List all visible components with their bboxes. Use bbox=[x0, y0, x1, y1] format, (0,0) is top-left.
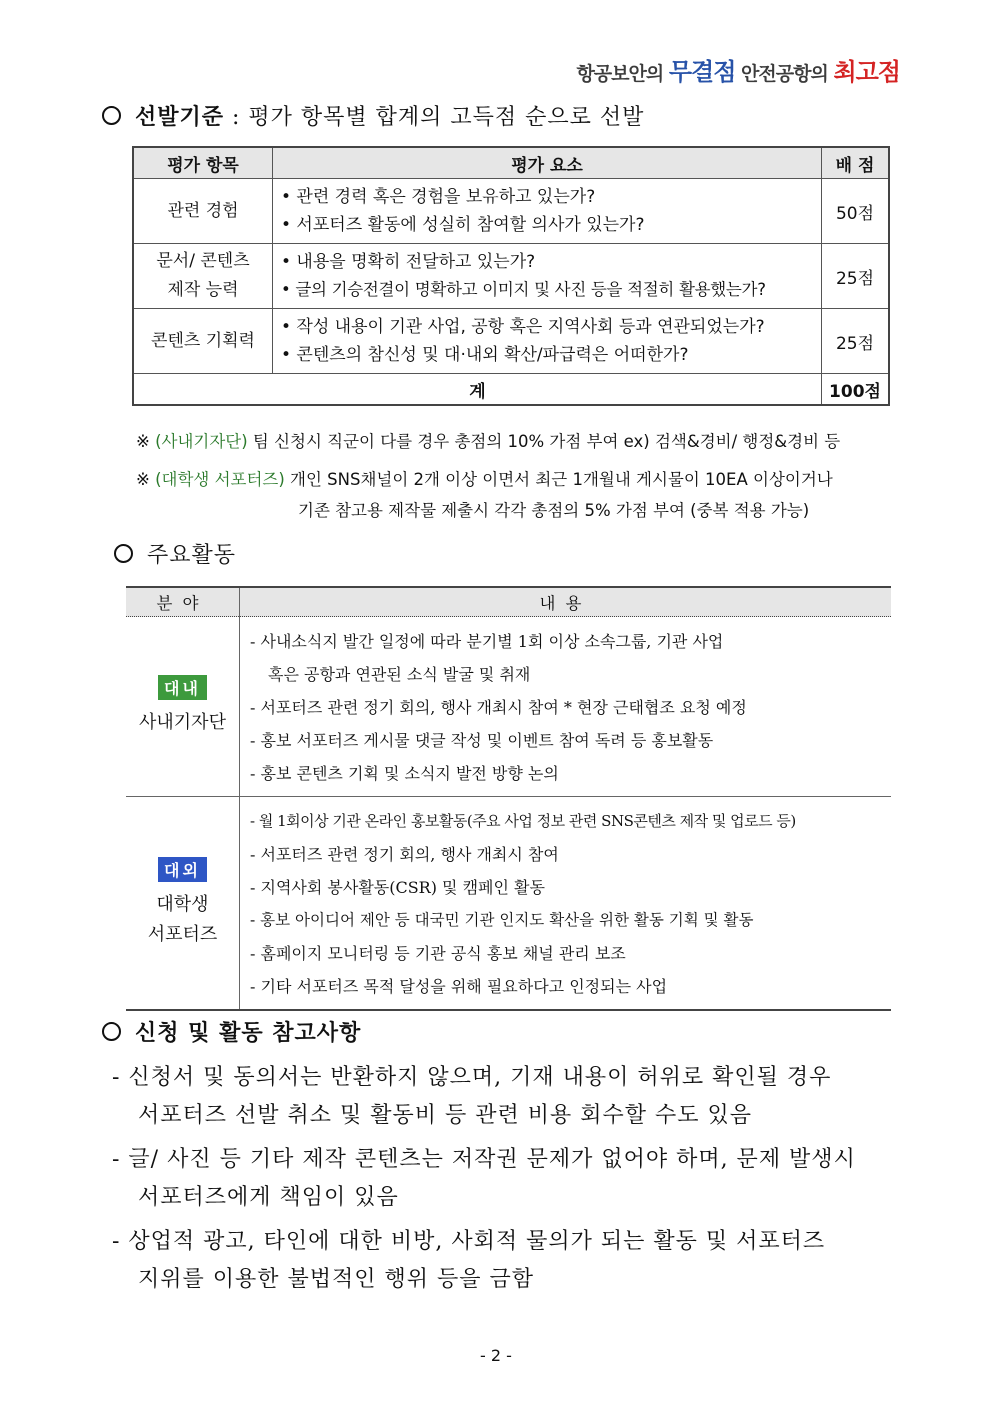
notes-paragraph-line: - 글/ 사진 등 기타 제작 콘텐츠는 저작권 문제가 없어야 하며, 문제 발생시 bbox=[112, 1147, 856, 1172]
activities-area-name: 사내기자단 bbox=[139, 712, 226, 733]
circle-bullet-icon bbox=[102, 106, 121, 125]
table-row bbox=[126, 797, 891, 1011]
selection-heading bbox=[102, 100, 644, 131]
slogan-part-1: 항공보안의 bbox=[576, 63, 664, 85]
activities-heading-text: 주요활동 bbox=[147, 543, 237, 568]
external-badge: 대외 bbox=[158, 857, 207, 882]
evaluation-element: • 글의 기승전결이 명확하고 이미지 및 사진 등을 적절히 활용했는가? bbox=[281, 280, 766, 299]
evaluation-element: • 관련 경력 혹은 경험을 보유하고 있는가? bbox=[281, 187, 596, 207]
table-row bbox=[126, 617, 891, 797]
list-item: - 서포터즈 관련 정기 회의, 행사 개최시 참여 * 현장 근태협조 요청 예정 bbox=[250, 698, 747, 717]
evaluation-elements bbox=[273, 244, 822, 309]
evaluation-category bbox=[133, 244, 273, 309]
list-item: - 홈페이지 모니터링 등 기관 공식 홍보 채널 관리 보조 bbox=[250, 944, 626, 963]
activities-header-row bbox=[126, 587, 891, 617]
list-item: - 지역사회 봉사활동(CSR) 및 캠페인 활동 bbox=[250, 878, 545, 897]
activities-area-name: 대학생 bbox=[156, 893, 209, 915]
selection-heading-title: 선발기준 bbox=[135, 104, 225, 130]
note-student-supporters bbox=[136, 466, 833, 490]
circle-bullet-icon bbox=[114, 544, 133, 563]
notes-heading bbox=[102, 1016, 361, 1047]
slogan-part-3: 안전공항의 bbox=[741, 63, 828, 85]
evaluation-element: • 콘텐츠의 참신성 및 대·내외 확산/파급력은 어떠한가? bbox=[281, 345, 689, 365]
evaluation-elements bbox=[273, 179, 822, 244]
notes-paragraph-line: 지위를 이용한 불법적인 행위 등을 금함 bbox=[138, 1267, 534, 1292]
slogan-part-2: 무결점 bbox=[668, 57, 736, 86]
evaluation-total-row bbox=[133, 374, 889, 406]
list-item: - 서포터즈 관련 정기 회의, 행사 개최시 참여 bbox=[250, 845, 559, 864]
evaluation-element: • 서포터즈 활동에 성실히 참여할 의사가 있는가? bbox=[281, 215, 645, 235]
evaluation-header-item: 평가 항목 bbox=[133, 147, 273, 179]
activities-header-content: 내용 bbox=[240, 587, 892, 617]
list-item: 혹은 공항과 연관된 소식 발굴 및 취재 bbox=[268, 665, 531, 684]
activities-area-name: 서포터즈 bbox=[147, 923, 218, 945]
evaluation-category: 콘텐츠 기획력 bbox=[133, 309, 273, 374]
activities-area-internal bbox=[126, 617, 240, 797]
page-number: - 2 - bbox=[480, 1346, 512, 1365]
evaluation-category-line: 제작 능력 bbox=[167, 280, 239, 300]
evaluation-category: 관련 경험 bbox=[133, 179, 273, 244]
notes-paragraph-line: 서포터즈에게 책임이 있음 bbox=[138, 1185, 399, 1210]
list-item: - 월 1회이상 기관 온라인 홍보활동(주요 사업 정보 관련 SNS콘텐츠 제작 및 업로드 등) bbox=[250, 812, 796, 830]
evaluation-header-element: 평가 요소 bbox=[273, 147, 822, 179]
list-item: - 홍보 서포터즈 게시물 댓글 작성 및 이벤트 참여 독려 등 홍보활동 bbox=[250, 731, 714, 750]
table-row bbox=[133, 244, 889, 309]
activities-header-area: 분야 bbox=[126, 587, 240, 617]
activities-heading bbox=[114, 538, 236, 569]
evaluation-total-score: 100점 bbox=[822, 374, 890, 406]
slogan-logo bbox=[576, 52, 900, 87]
note-internal-reporters bbox=[136, 428, 840, 452]
evaluation-score: 50점 bbox=[822, 179, 890, 244]
table-row bbox=[133, 179, 889, 244]
notes-paragraph-line: - 신청서 및 동의서는 반환하지 않으며, 기재 내용이 허위로 확인될 경우 bbox=[112, 1065, 832, 1090]
slogan-part-4: 최고점 bbox=[833, 57, 900, 86]
evaluation-table bbox=[132, 146, 890, 406]
note-mark: ※ bbox=[136, 470, 150, 489]
evaluation-total-label: 계 bbox=[133, 374, 822, 406]
evaluation-elements bbox=[273, 309, 822, 374]
list-item: - 사내소식지 발간 일정에 따라 분기별 1회 이상 소속그룹, 기관 사업 bbox=[250, 632, 724, 651]
list-item: - 홍보 아이디어 제안 등 대국민 기관 인지도 확산을 위한 활동 기획 및 활동 bbox=[250, 911, 754, 929]
note-highlight: (대학생 서포터즈) bbox=[155, 470, 285, 489]
notes-heading-text: 신청 및 활동 참고사항 bbox=[135, 1020, 362, 1046]
note-text: 팀 신청시 직군이 다를 경우 총점의 10% 가점 부여 ex) 검색&경비/ 행정&경비 등 bbox=[247, 432, 841, 451]
evaluation-header-score: 배 점 bbox=[822, 147, 890, 179]
activities-items bbox=[240, 617, 892, 797]
evaluation-score: 25점 bbox=[822, 244, 890, 309]
list-item: - 기타 서포터즈 목적 달성을 위해 필요하다고 인정되는 사업 bbox=[250, 977, 668, 996]
activities-items bbox=[240, 797, 892, 1011]
list-item: - 홍보 콘텐츠 기획 및 소식지 발전 방향 논의 bbox=[250, 764, 559, 783]
evaluation-element: • 작성 내용이 기관 사업, 공항 혹은 지역사회 등과 연관되었는가? bbox=[281, 317, 765, 337]
notes-paragraph-line: 서포터즈 선발 취소 및 활동비 등 관련 비용 회수할 수도 있음 bbox=[138, 1103, 752, 1128]
selection-heading-text: : 평가 항목별 합계의 고득점 순으로 선발 bbox=[232, 105, 645, 130]
note-student-supporters-cont: 기존 참고용 제작물 제출시 각각 총점의 5% 가점 부여 (중복 적용 가능) bbox=[298, 501, 810, 520]
evaluation-score: 25점 bbox=[822, 309, 890, 374]
note-mark: ※ bbox=[136, 432, 150, 451]
table-row bbox=[133, 309, 889, 374]
note-text: 개인 SNS채널이 2개 이상 이면서 최근 1개월내 게시물이 10EA 이상이거나 bbox=[284, 470, 833, 489]
notes-paragraph-line: - 상업적 광고, 타인에 대한 비방, 사회적 물의가 되는 활동 및 서포터즈 bbox=[112, 1229, 826, 1254]
note-highlight: (사내기자단) bbox=[155, 432, 248, 451]
evaluation-header-row bbox=[133, 147, 889, 179]
circle-bullet-icon bbox=[102, 1022, 121, 1041]
evaluation-element: • 내용을 명확히 전달하고 있는가? bbox=[281, 252, 536, 272]
evaluation-category-line: 문서/ 콘텐츠 bbox=[156, 251, 250, 271]
activities-table bbox=[126, 586, 891, 1011]
activities-area-external bbox=[126, 797, 240, 1011]
internal-badge: 대내 bbox=[158, 675, 207, 700]
